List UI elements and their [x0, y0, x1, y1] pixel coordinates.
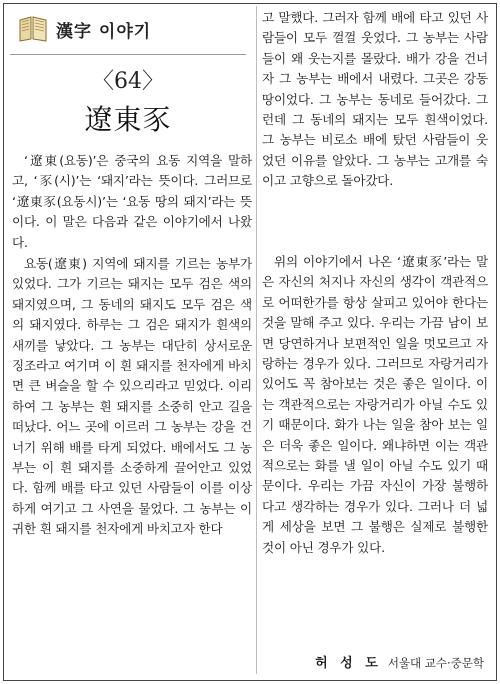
paragraph-story-continued: 고 말했다. 그러자 함께 배에 타고 있던 사람들이 모두 껄껄 웃었다. 그 농부는 사람들이 왜 웃는지를 몰랐다. 배가 강을 건너자 그 농부는 배에서 내렸다. 그곳은 강동 땅이었다. 그 농부는 동네로 들어갔다. 그런데 그 동네의 돼지는 모두 흰색이었다. 그 농부는 비로소 배에 탔던 사람들이 웃었던 이유를 알았다. 그 농부는 고개를 숙이고 고향으로 돌아갔다.	[262, 10, 488, 189]
paragraph-story: 요동(遼東) 지역에 돼지를 기르는 농부가 있었다. 그가 기르는 돼지는 모두 검은 색의 돼지였으며, 그 동네의 돼지도 모두 검은 색의 돼지였다. 하루는 그 검은 돼지가 흰색의 새끼를 낳았다. 그 농부는 대단히 상서로운 징조라고 여기며 이 흰 돼지를 천자에게 바치면 큰 벼슬을 할 수 있으리라고 믿었다. 이리하여 그 농부는 흰 돼지를 소중히 안고 길을 떠났다. 어느 곳에 이르러 그 농부는 강을 건너기 위해 배를 타게 되었다. 배에서도 그 농부는 이 흰 돼지를 소중하게 끌어안고 있었다. 함께 배를 타고 있던 사람들이 이를 이상하게 여기고 그 사연을 물었다. 그 농부는 이 귀한 흰 돼지를 천자에게 바치고자 한다	[12, 256, 252, 537]
open-book-icon	[18, 14, 48, 42]
column-divider	[256, 6, 257, 674]
author-name: 허 성 도	[315, 656, 382, 671]
article-title: 遼東豕	[84, 103, 172, 136]
paragraph-intro: ‘遼東(요동)’은 중국의 요동 지역을 말하고, ‘豕(시)’는 ‘돼지’라는 뜻이다. 그러므로 ‘遼東豕(요동시)’는 ‘요동 땅의 돼지’라는 뜻이다. 이 말은 다음과 같은 이야기에서 나왔다.	[12, 153, 252, 250]
author-affiliation: 서울대 교수·중문학	[387, 656, 484, 670]
paragraph-lesson: 위의 이야기에서 나온 ‘遼東豕’라는 말은 자신의 처지나 자신의 생각이 객관적으로 어떠한가를 항상 살피고 있어야 한다는 것을 말해 주고 있다. 우리는 가끔 남이 보면 당연하거나 보편적인 일을 멋모르고 자랑하는 경우가 있다. 그러므로 자랑거리가 있어도 꼭 참아보는 것은 좋은 일이다. 이는 객관적으로는 자랑거리가 아닐 수도 있기 때문이다. 화가 나는 일을 참아 보는 일은 더욱 좋은 일이다. 왜냐하면 이는 객관적으로는 화를 낼 일이 아닐 수도 있기 때문이다. 우리는 가끔 자신이 가장 불행하다고 생각하는 경우가 있다. 그러나 더 넓게 세상을 보면 그 불행은 실제로 불행한 것이 아닌 경우가 있다.	[262, 254, 488, 555]
author-signature	[315, 652, 484, 671]
header-rule	[10, 54, 246, 55]
column-header	[18, 14, 198, 48]
section-title: 漢字 이야기	[56, 22, 152, 42]
episode-number: 〈64〉	[92, 69, 164, 94]
